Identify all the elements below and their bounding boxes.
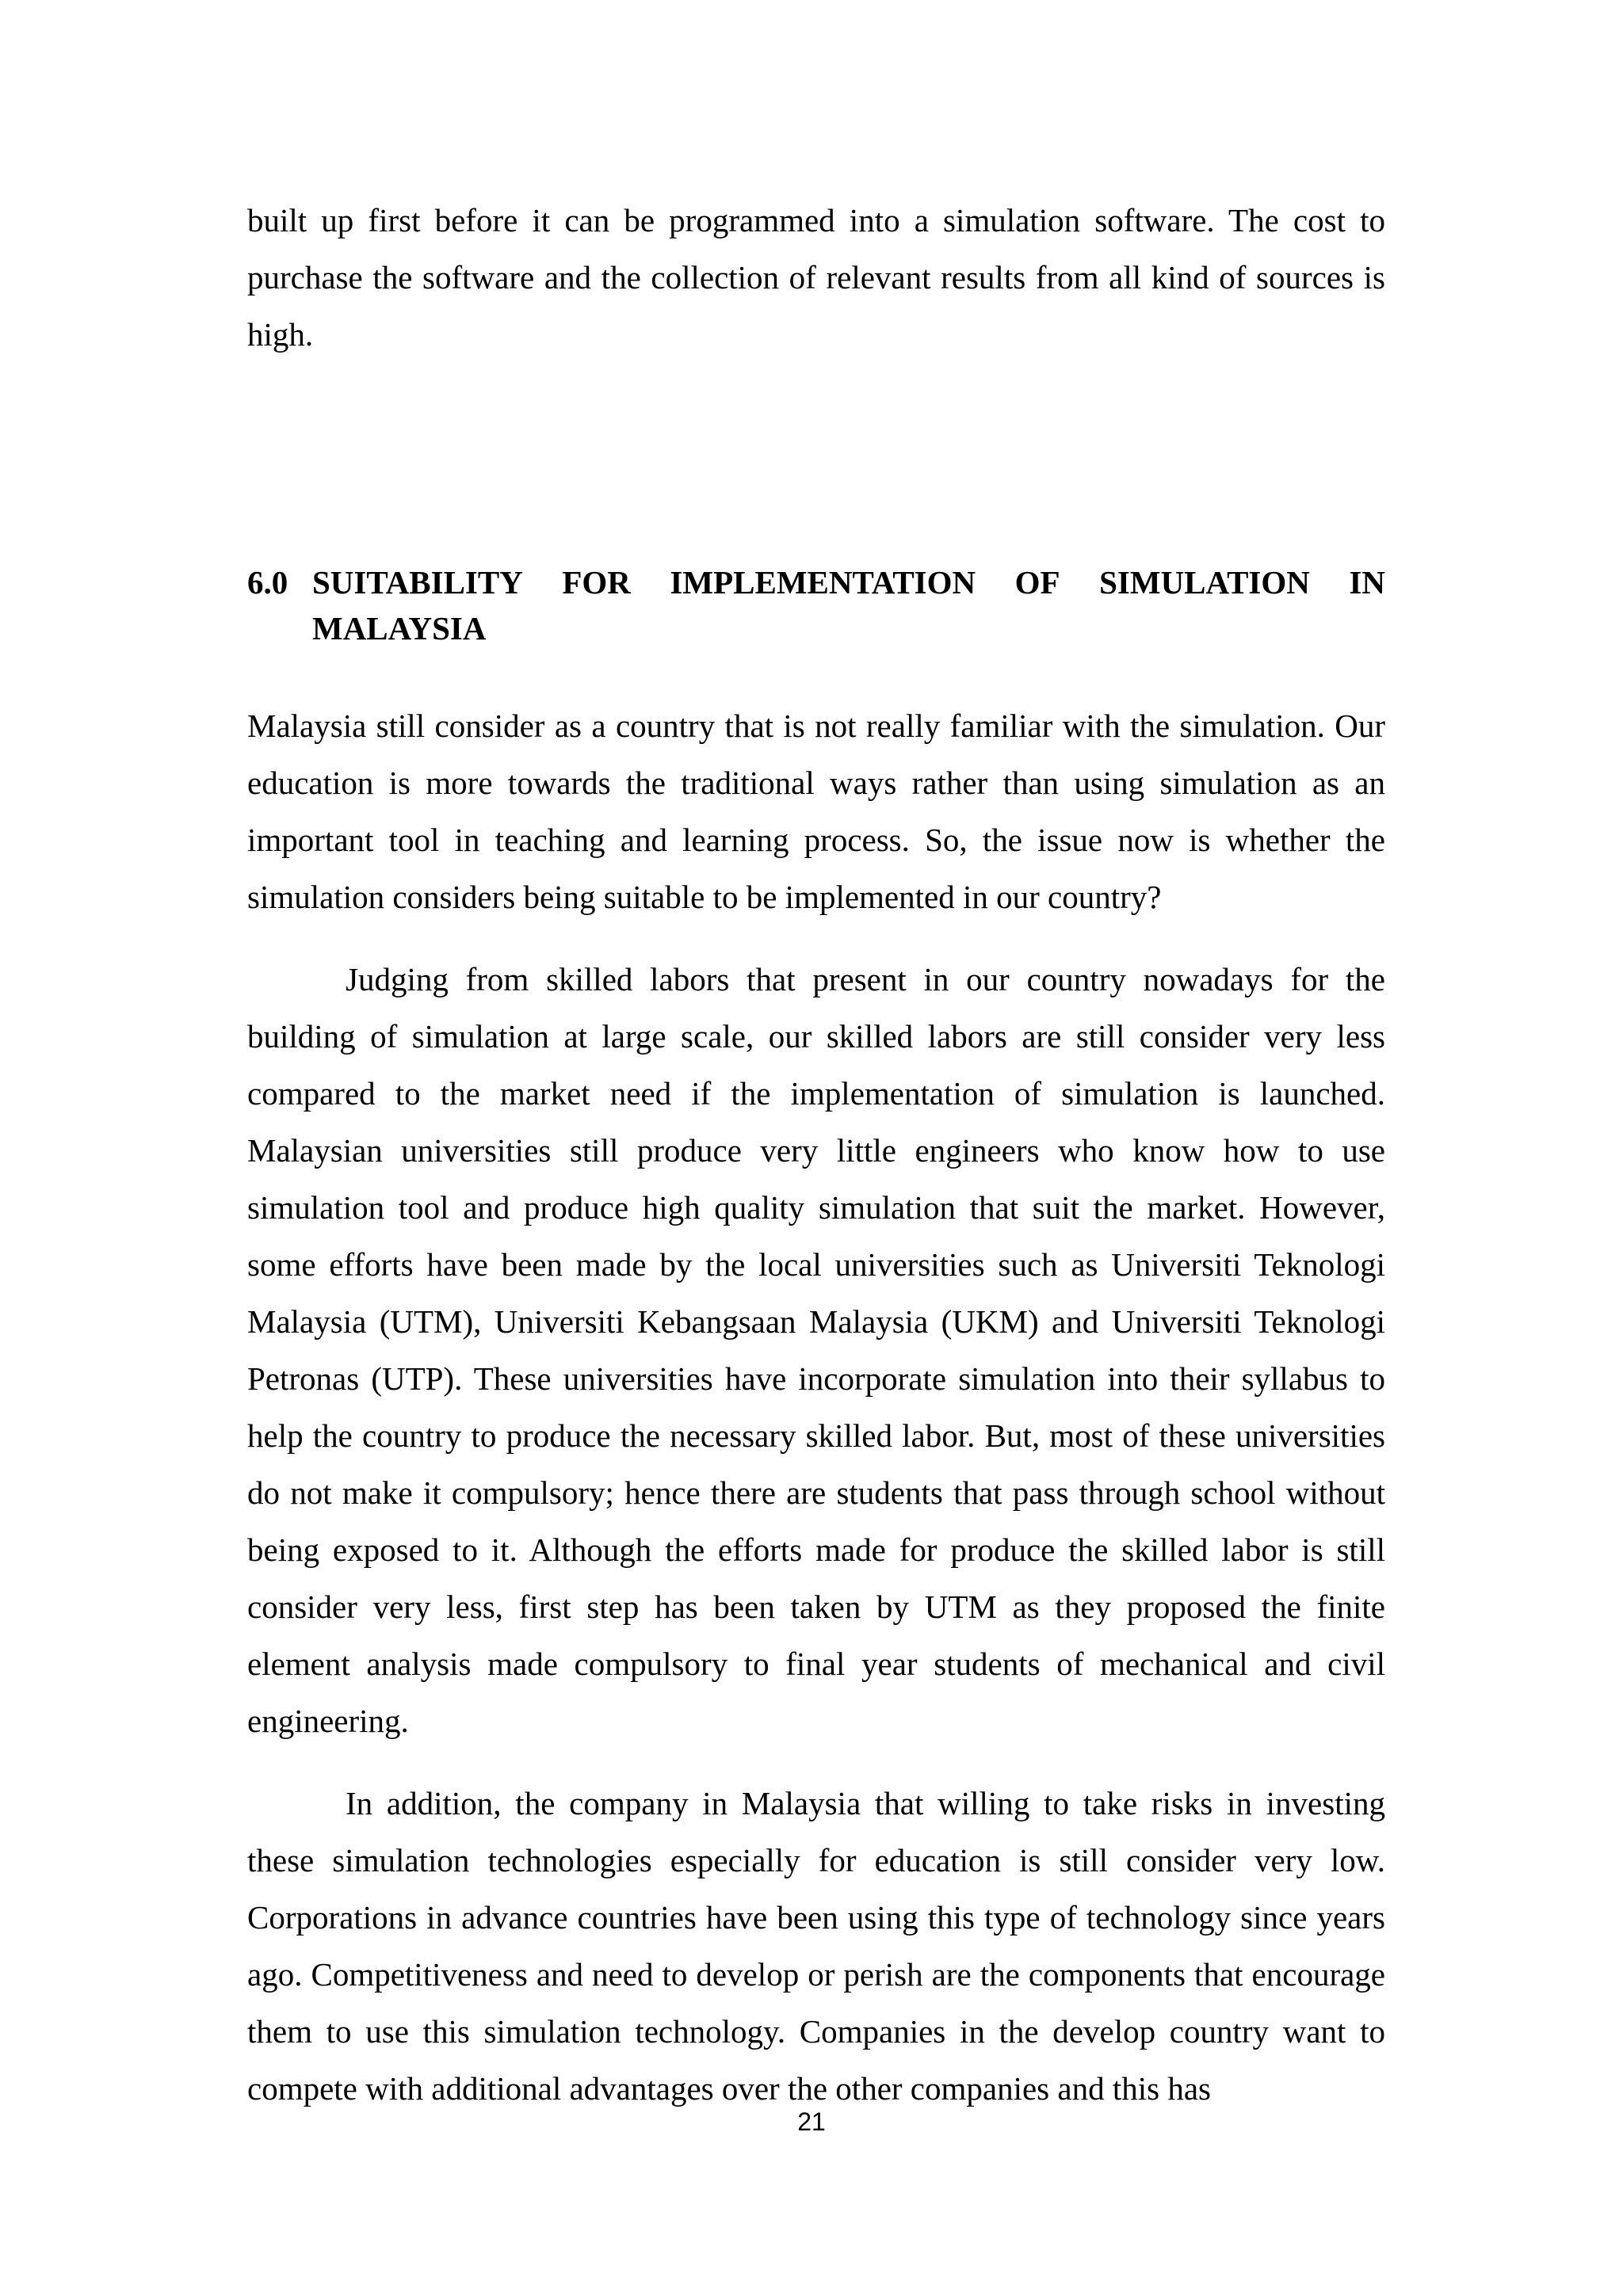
section-number: 6.0 — [247, 564, 288, 601]
page-number: 21 — [797, 2107, 826, 2136]
section-title — [312, 559, 1385, 651]
section-title-line2: MALAYSIA — [312, 610, 487, 646]
body-paragraph-3: In addition, the company in Malaysia that willing to take risks in investing these simulation technologies especially for education is still consider very low. Corporations in advance countries have been using this type of technology since years ago. Competitiveness and need to develop or perish are the components that encourage them to use this simulation technology. Companies in the develop country want to compete with additional advantages over the other companies and this has — [247, 1785, 1385, 2107]
section-heading — [247, 559, 1385, 651]
intro-block — [247, 192, 1385, 363]
body-paragraph-1: Malaysia still consider as a country that is not really familiar with the simulation. Our education is more towards the traditional ways rather than using simulation as an important tool in teaching and learning process. So, the issue now is whether the simulation considers being suitable to be implemented in our country? — [247, 707, 1385, 915]
body-paragraph-2: Judging from skilled labors that present in our country nowadays for the building of simulation at large scale, our skilled labors are still consider very less compared to the market need if the implementation of simulation is launched. Malaysian universities still produce very little engineers who know how to use simulation tool and produce high quality simulation that suit the market. However, some efforts have been made by the local universities such as Universiti Teknologi Malaysia (UTM), Universiti Kebangsaan Malaysia (UKM) and Universiti Teknologi Petronas (UTP). These universities have incorporate simulation into their syllabus to help the country to produce the necessary skilled labor. But, most of these universities do not make it compulsory; hence there are students that pass through school without being exposed to it. Although the efforts made for produce the skilled labor is still consider very less, first step has been taken by UTM as they proposed the finite element analysis made compulsory to final year students of mechanical and civil engineering. — [247, 961, 1385, 1739]
section-title-word: IMPLEMENTATION — [670, 564, 976, 601]
section-title-word: OF — [1014, 564, 1060, 601]
section-title-word: IN — [1349, 564, 1385, 601]
section-title-word: SUITABILITY — [312, 564, 523, 601]
section-title-word: SIMULATION — [1099, 564, 1310, 601]
section-title-word: FOR — [562, 564, 631, 601]
intro-paragraph: built up first before it can be programmed into a simulation software. The cost to purchase the software and the collection of relevant results from all kind of sources is high. — [247, 202, 1385, 353]
section-title-line1 — [312, 559, 1385, 605]
section-body — [247, 697, 1385, 2142]
